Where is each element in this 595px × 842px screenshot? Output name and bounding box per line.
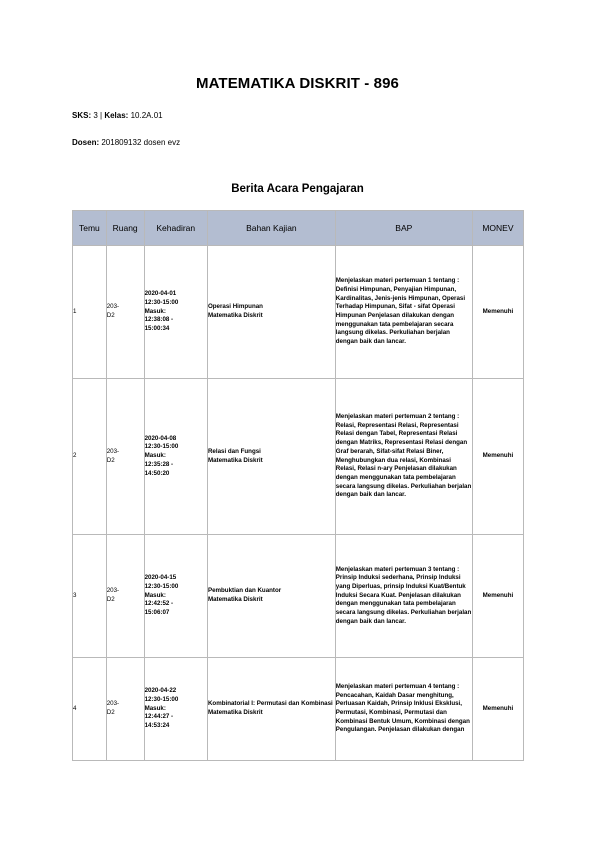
kajian-topic: Operasi Himpunan <box>207 303 263 311</box>
cell-kehadiran <box>144 379 207 535</box>
kehadiran-masuk-label: Masuk: <box>144 704 166 712</box>
header-bap: BAP <box>335 211 472 246</box>
kehadiran-date: 2020-04-22 <box>144 687 177 695</box>
section-title: Berita Acara Pengajaran <box>231 183 364 195</box>
cell-monev: Memenuhi <box>472 246 523 379</box>
cell-temu: 3 <box>73 535 107 658</box>
cell-ruang <box>106 379 144 535</box>
cell-bahan-kajian <box>207 379 335 535</box>
kehadiran-date: 2020-04-15 <box>144 574 177 582</box>
kehadiran-time-in: 12:38:08 - <box>144 316 174 324</box>
ruang-text: 203-D2 <box>106 447 120 464</box>
kajian-course: Matematika Diskrit <box>207 596 263 603</box>
page-title: MATEMATIKA DISKRIT - 896 <box>196 75 399 92</box>
kajian-topic: Pembuktian dan Kuantor <box>207 587 282 595</box>
kehadiran-schedule: 12:30-15:00 <box>144 582 179 590</box>
kajian-course: Matematika Diskrit <box>207 456 263 464</box>
kelas-value: 10.2A.01 <box>128 111 163 120</box>
kehadiran-schedule: 12:30-15:00 <box>144 298 179 306</box>
cell-ruang <box>106 246 144 379</box>
table-row <box>73 379 524 535</box>
kelas-label: Kelas: <box>104 111 129 120</box>
cell-bap: Menjelaskan materi pertemuan 3 tentang : Prinsip Induksi sederhana, Prinsip Induksi yang Diperluas, prinsip Induksi Kuat/Bentuk Induksi Secara Kuat. Penjelasan dilakukan dengan menggunakan tata pembelajaran secara langsung dikelas. Perkuliahan berjalan dengan baik dan lancar. <box>335 535 472 658</box>
cell-monev: Memenuhi <box>472 379 523 535</box>
kehadiran-time-out: 14:53:24 <box>144 722 170 729</box>
cell-ruang <box>106 658 144 761</box>
dosen-label: Dosen: <box>72 138 100 147</box>
kehadiran-time-in: 12:44:27 - <box>144 713 174 721</box>
sks-label: SKS: <box>72 111 92 120</box>
cell-temu: 4 <box>73 658 107 761</box>
cell-kehadiran <box>144 246 207 379</box>
header-monev: MONEV <box>472 211 523 246</box>
kajian-course: Matematika Diskrit <box>207 709 263 716</box>
cell-bap: Menjelaskan materi pertemuan 2 tentang : Relasi, Representasi Relasi, Representasi Relasi dengan Tabel, Representasi Relasi dengan Matriks, Representasi Relasi dengan Graf berarah, Sifat-sifat Relasi Biner, Menghubungkan dua relasi, Kombinasi Relasi, Relasi n-ary Penjelasan dilakukan dengan menggunakan tata pembelajaran secara langsung dikelas. Perkuliahan berjalan dengan baik dan lancar. <box>335 379 472 535</box>
table-row <box>73 535 524 658</box>
kehadiran-time-in: 12:35:28 - <box>144 460 174 468</box>
ruang-text: 203-D2 <box>106 303 120 319</box>
bap-table <box>72 210 524 761</box>
kehadiran-masuk-label: Masuk: <box>144 591 166 599</box>
kehadiran-date: 2020-04-01 <box>144 290 177 298</box>
ruang-text: 203-D2 <box>106 587 120 603</box>
cell-temu: 2 <box>73 379 107 535</box>
table-header-row <box>73 211 524 246</box>
sks-kelas-line <box>72 111 163 120</box>
cell-bap: Menjelaskan materi pertemuan 4 tentang : Pencacahan, Kaidah Dasar menghitung, Perluasan Kaidah, Prinsip Inklusi Eksklusi, Permutasi, Kombinasi, Permutasi dan Kombinasi Bentuk Umum, Kombinasi dengan Pengulangan. Penjelasan dilakukan dengan <box>335 658 472 761</box>
header-bahan-kajian: Bahan Kajian <box>207 211 335 246</box>
dosen-value: 201809132 dosen evz <box>99 138 181 147</box>
kehadiran-schedule: 12:30-15:00 <box>144 443 179 451</box>
kajian-topic: Kombinatorial I: Permutasi dan Kombinasi <box>207 700 333 708</box>
kehadiran-time-out: 15:00:34 <box>144 325 170 332</box>
header-ruang: Ruang <box>106 211 144 246</box>
kehadiran-time-out: 15:06:07 <box>144 609 170 616</box>
cell-bahan-kajian <box>207 535 335 658</box>
header-temu: Temu <box>73 211 107 246</box>
kehadiran-schedule: 12:30-15:00 <box>144 695 179 703</box>
cell-bahan-kajian <box>207 658 335 761</box>
sks-value: 3 | <box>91 111 105 120</box>
cell-bahan-kajian <box>207 246 335 379</box>
table-row <box>73 246 524 379</box>
cell-kehadiran <box>144 658 207 761</box>
kajian-course: Matematika Diskrit <box>207 312 263 319</box>
header-kehadiran: Kehadiran <box>144 211 207 246</box>
dosen-line <box>72 138 180 147</box>
kehadiran-time-in: 12:42:52 - <box>144 600 174 608</box>
kajian-topic: Relasi dan Fungsi <box>207 447 261 455</box>
table-row <box>73 658 524 761</box>
kehadiran-masuk-label: Masuk: <box>144 307 166 315</box>
kehadiran-time-out: 14:50:20 <box>144 469 170 477</box>
cell-ruang <box>106 535 144 658</box>
cell-bap: Menjelaskan materi pertemuan 1 tentang : Definisi Himpunan, Penyajian Himpunan, Kardinalitas, Jenis-jenis Himpunan, Operasi Terhadap Himpunan, Sifat - sifat Operasi Himpunan Penjelasan dilakukan dengan menggunakan tata pembelajaran secara langsung dikelas. Perkuliahan berjalan dengan baik dan lancar. <box>335 246 472 379</box>
cell-temu: 1 <box>73 246 107 379</box>
ruang-text: 203-D2 <box>106 700 120 716</box>
cell-kehadiran <box>144 535 207 658</box>
cell-monev: Memenuhi <box>472 658 523 761</box>
kehadiran-masuk-label: Masuk: <box>144 452 166 460</box>
kehadiran-date: 2020-04-08 <box>144 434 177 442</box>
cell-monev: Memenuhi <box>472 535 523 658</box>
